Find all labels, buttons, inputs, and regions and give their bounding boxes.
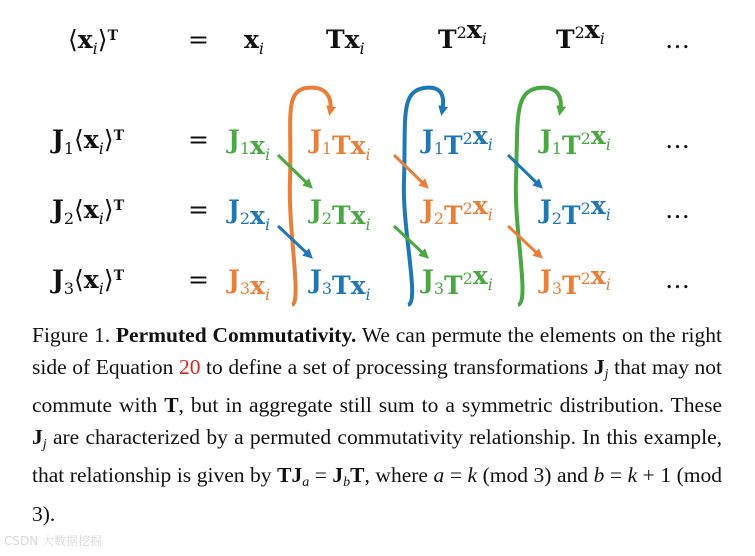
watermark: CSDN 大数据挖掘	[4, 534, 103, 548]
row-1-equals: =	[188, 125, 209, 154]
diag-arrow-orange-1	[394, 155, 426, 186]
caption-plus1: + 1	[642, 463, 672, 487]
row-3-cell-1: $J_3Tx_i$	[310, 265, 371, 304]
equation-grid	[50, 15, 690, 304]
row-0-lhs: $⟨x_i⟩^T$	[68, 25, 118, 58]
caption-k-2: k	[627, 463, 638, 487]
row-3-cell-3: $J_3T^2x_i$	[540, 261, 611, 300]
caption-TJ-T: T	[277, 463, 292, 487]
caption-b-sub: b	[343, 475, 351, 490]
row-2-ellipsis: …	[665, 195, 690, 224]
row-0-cell-0: $x_i$	[244, 25, 265, 58]
loop-arrow-green	[516, 88, 561, 305]
caption-j-sub-2: j	[42, 436, 47, 452]
diag-arrow-green-1	[278, 155, 310, 186]
caption-mod2: (mod 3)	[32, 463, 723, 526]
caption-label: Figure 1.	[32, 323, 111, 347]
caption-part3: that may not commute with	[32, 354, 723, 417]
caption-title: Permuted Commutativity.	[115, 323, 357, 347]
caption-J: J	[593, 354, 605, 379]
row-1-cell-2: $J_1T^2x_i$	[422, 121, 493, 160]
caption-part2: to define a set of processing transformations	[206, 354, 589, 379]
caption-Jb-J: J	[332, 463, 344, 487]
caption-j-sub: j	[604, 366, 609, 382]
row-1-cell-1: $J_1Tx_i$	[310, 125, 371, 164]
diag-arrow-blue-1	[508, 155, 540, 186]
row-0-ellipsis: …	[665, 25, 690, 54]
row-2-cell-3: $J_2T^2x_i$	[540, 191, 611, 230]
row-0-equals: =	[188, 25, 209, 54]
row-3-equals: =	[188, 265, 209, 294]
caption-b: b	[593, 463, 605, 487]
diag-arrow-orange-2	[508, 226, 540, 256]
row-1-cell-0: $J_1x_i$	[228, 125, 271, 164]
caption-a-sub: a	[302, 475, 310, 490]
caption-Jb-T: T	[350, 463, 365, 487]
caption-eq1: =	[314, 463, 327, 487]
row-2-lhs: $J_2⟨x_i⟩^T$	[52, 195, 125, 228]
caption-J-2: J	[32, 424, 43, 449]
row-2-cell-1: $J_2Tx_i$	[310, 195, 371, 234]
equation-reference-link[interactable]: 20	[178, 354, 201, 379]
row-0-cell-2: $T^2x_i$	[438, 15, 487, 54]
row-0-cell-3: $T^2x_i$	[556, 15, 605, 54]
caption-part5: are characterized by a permuted commutativity relationship. In this example, that relationship is given by	[32, 424, 723, 487]
figure-caption: Figure 1. Permuted Commutativity. We can permute the elements on the right side of Equation 20 to define a set of processing transformations $J_j$ that may not commute with T, but in aggregate still sum to a symmetric distribution. These $J_j$ are characterized by a permuted commutativity relationship. In this example, that relationship is given by $TJ_a = J_bT$, where a = k (mod 3) and b = k + 1 (mod 3).	[32, 323, 723, 526]
row-3-ellipsis: …	[665, 265, 690, 294]
row-2-equals: =	[188, 195, 209, 224]
row-2-cell-2: $J_2T^2x_i$	[422, 191, 493, 230]
row-2-cell-0: $J_2x_i$	[228, 195, 271, 234]
caption-part4: , but in aggregate still sum to a symmetric distribution. These	[178, 393, 723, 417]
row-3-lhs: $J_3⟨x_i⟩^T$	[52, 265, 125, 298]
caption-eq2: =	[449, 463, 462, 487]
row-0-cell-1: $Tx_i$	[326, 25, 365, 58]
row-1-ellipsis: …	[665, 125, 690, 154]
row-1-lhs: $J_1⟨x_i⟩^T$	[52, 125, 125, 158]
caption-T: T	[164, 393, 179, 417]
caption-mod1: (mod 3)	[482, 463, 552, 487]
caption-a: a	[433, 463, 445, 487]
row-3-cell-2: $J_3T^2x_i$	[422, 261, 493, 300]
caption-and: and	[556, 463, 589, 487]
row-3-cell-0: $J_3x_i$	[228, 265, 271, 304]
caption-TJ-J: J	[291, 463, 303, 487]
caption-part1: We can permute the elements on the right side of Equation	[32, 323, 722, 379]
caption-period: .	[49, 501, 56, 526]
row-1-cell-3: $J_1T^2x_i$	[540, 121, 611, 160]
caption-k: k	[467, 463, 478, 487]
caption-eq3: =	[609, 463, 623, 487]
